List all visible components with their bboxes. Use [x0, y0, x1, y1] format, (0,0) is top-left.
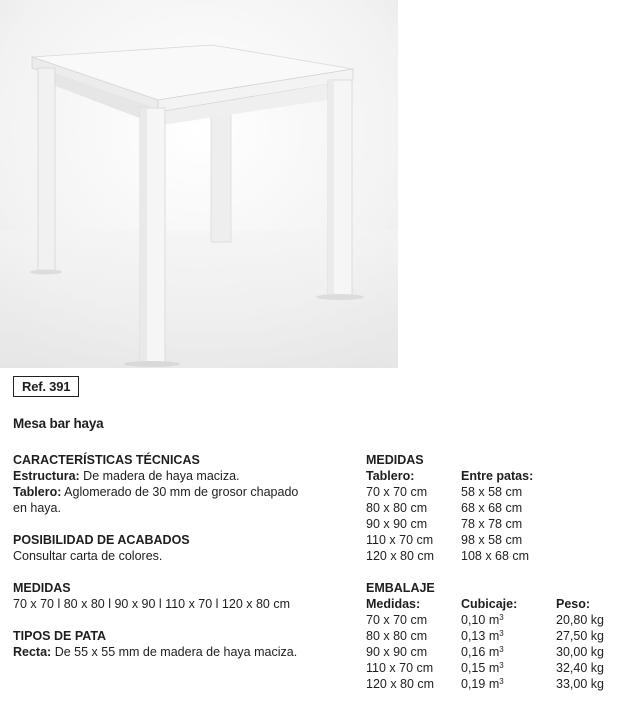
embalaje-heading: EMBALAJE: [366, 581, 435, 595]
tablero-cell: 70 x 70 cm: [366, 485, 428, 499]
table-row: [366, 484, 533, 500]
tablero-text: Aglomerado de 30 mm de grosor chapado en haya.: [13, 485, 299, 515]
tablero-cell: 110 x 70 cm: [366, 533, 434, 547]
reference-badge: Ref. 391: [13, 376, 79, 397]
cubicaje-cell: 0,10 $m^3$: [461, 613, 504, 627]
tipos-pata-section: [13, 628, 303, 660]
tablero-cell: 80 x 80 cm: [366, 501, 428, 515]
estructura-label: Estructura:: [13, 469, 80, 483]
recta-text: De 55 x 55 mm de madera de haya maciza.: [51, 645, 298, 659]
tablero-cell: 90 x 90 cm: [366, 517, 428, 531]
cubicaje-cell: 0,15 $m^3$: [461, 661, 504, 675]
table-row: [366, 500, 533, 516]
col-tablero-header: Tablero:: [366, 469, 415, 483]
medidas-cell: 70 x 70 cm: [366, 613, 428, 627]
medidas-cell: 90 x 90 cm: [366, 645, 428, 659]
table-row: [366, 644, 614, 660]
recta-label: Recta:: [13, 645, 52, 659]
medidas-table: [366, 468, 533, 564]
entre-patas-cell: 108 x 68 cm: [461, 549, 530, 563]
medidas-cell: 120 x 80 cm: [366, 677, 435, 691]
medidas-cell: 80 x 80 cm: [366, 629, 428, 643]
acabados-heading: POSIBILIDAD DE ACABADOS: [13, 533, 190, 547]
table-row: [366, 548, 533, 564]
col-peso-header: Peso:: [556, 597, 591, 611]
medidas-table-heading: MEDIDAS: [366, 453, 424, 467]
peso-cell: 33,00 kg: [556, 677, 604, 691]
embalaje-table: [366, 596, 614, 692]
col-medidas-header: Medidas:: [366, 597, 421, 611]
medidas-cell: 110 x 70 cm: [366, 661, 434, 675]
caracteristicas-heading: CARACTERÍSTICAS TÉCNICAS: [13, 453, 200, 467]
peso-cell: 32,40 kg: [556, 661, 604, 675]
medidas-table-section: [366, 452, 614, 564]
tablero-cell: 120 x 80 cm: [366, 549, 435, 563]
tablero-line: [13, 484, 303, 516]
peso-cell: 27,50 kg: [556, 629, 604, 643]
estructura-text: De madera de haya maciza.: [79, 469, 240, 483]
estructura-line: [13, 468, 303, 484]
acabados-text: Consultar carta de colores.: [13, 549, 163, 563]
entre-patas-cell: 98 x 58 cm: [461, 533, 523, 547]
cubicaje-cell: 0,13 $m^3$: [461, 629, 504, 643]
table-row: [366, 516, 533, 532]
table-row: [366, 532, 533, 548]
acabados-section: [13, 532, 303, 564]
embalaje-section: [366, 580, 614, 692]
tipos-pata-heading: TIPOS DE PATA: [13, 629, 107, 643]
peso-cell: 20,80 kg: [556, 613, 604, 627]
table-row: [366, 660, 614, 676]
medidas-summary-text: 70 x 70 l 80 x 80 l 90 x 90 l 110 x 70 l 120 x 80 cm: [13, 597, 291, 611]
entre-patas-cell: 58 x 58 cm: [461, 485, 523, 499]
entre-patas-cell: 78 x 78 cm: [461, 517, 523, 531]
product-title: Mesa bar haya: [13, 416, 104, 431]
table-row: [366, 676, 614, 692]
peso-cell: 30,00 kg: [556, 645, 604, 659]
left-specs-column: [13, 452, 303, 676]
medidas-summary-section: [13, 580, 303, 612]
cubicaje-cell: 0,19 $m^3$: [461, 677, 504, 691]
tablero-label: Tablero:: [13, 485, 62, 499]
table-row: [366, 612, 614, 628]
col-entre-patas-header: Entre patas:: [461, 469, 534, 483]
medidas-summary-heading: MEDIDAS: [13, 581, 71, 595]
product-photo: [0, 0, 398, 368]
col-cubicaje-header: Cubicaje:: [461, 597, 518, 611]
table-row: [366, 628, 614, 644]
cubicaje-cell: 0,16 $m^3$: [461, 645, 504, 659]
recta-line: [13, 644, 303, 660]
right-specs-column: [366, 452, 614, 708]
caracteristicas-section: [13, 452, 303, 516]
entre-patas-cell: 68 x 68 cm: [461, 501, 523, 515]
